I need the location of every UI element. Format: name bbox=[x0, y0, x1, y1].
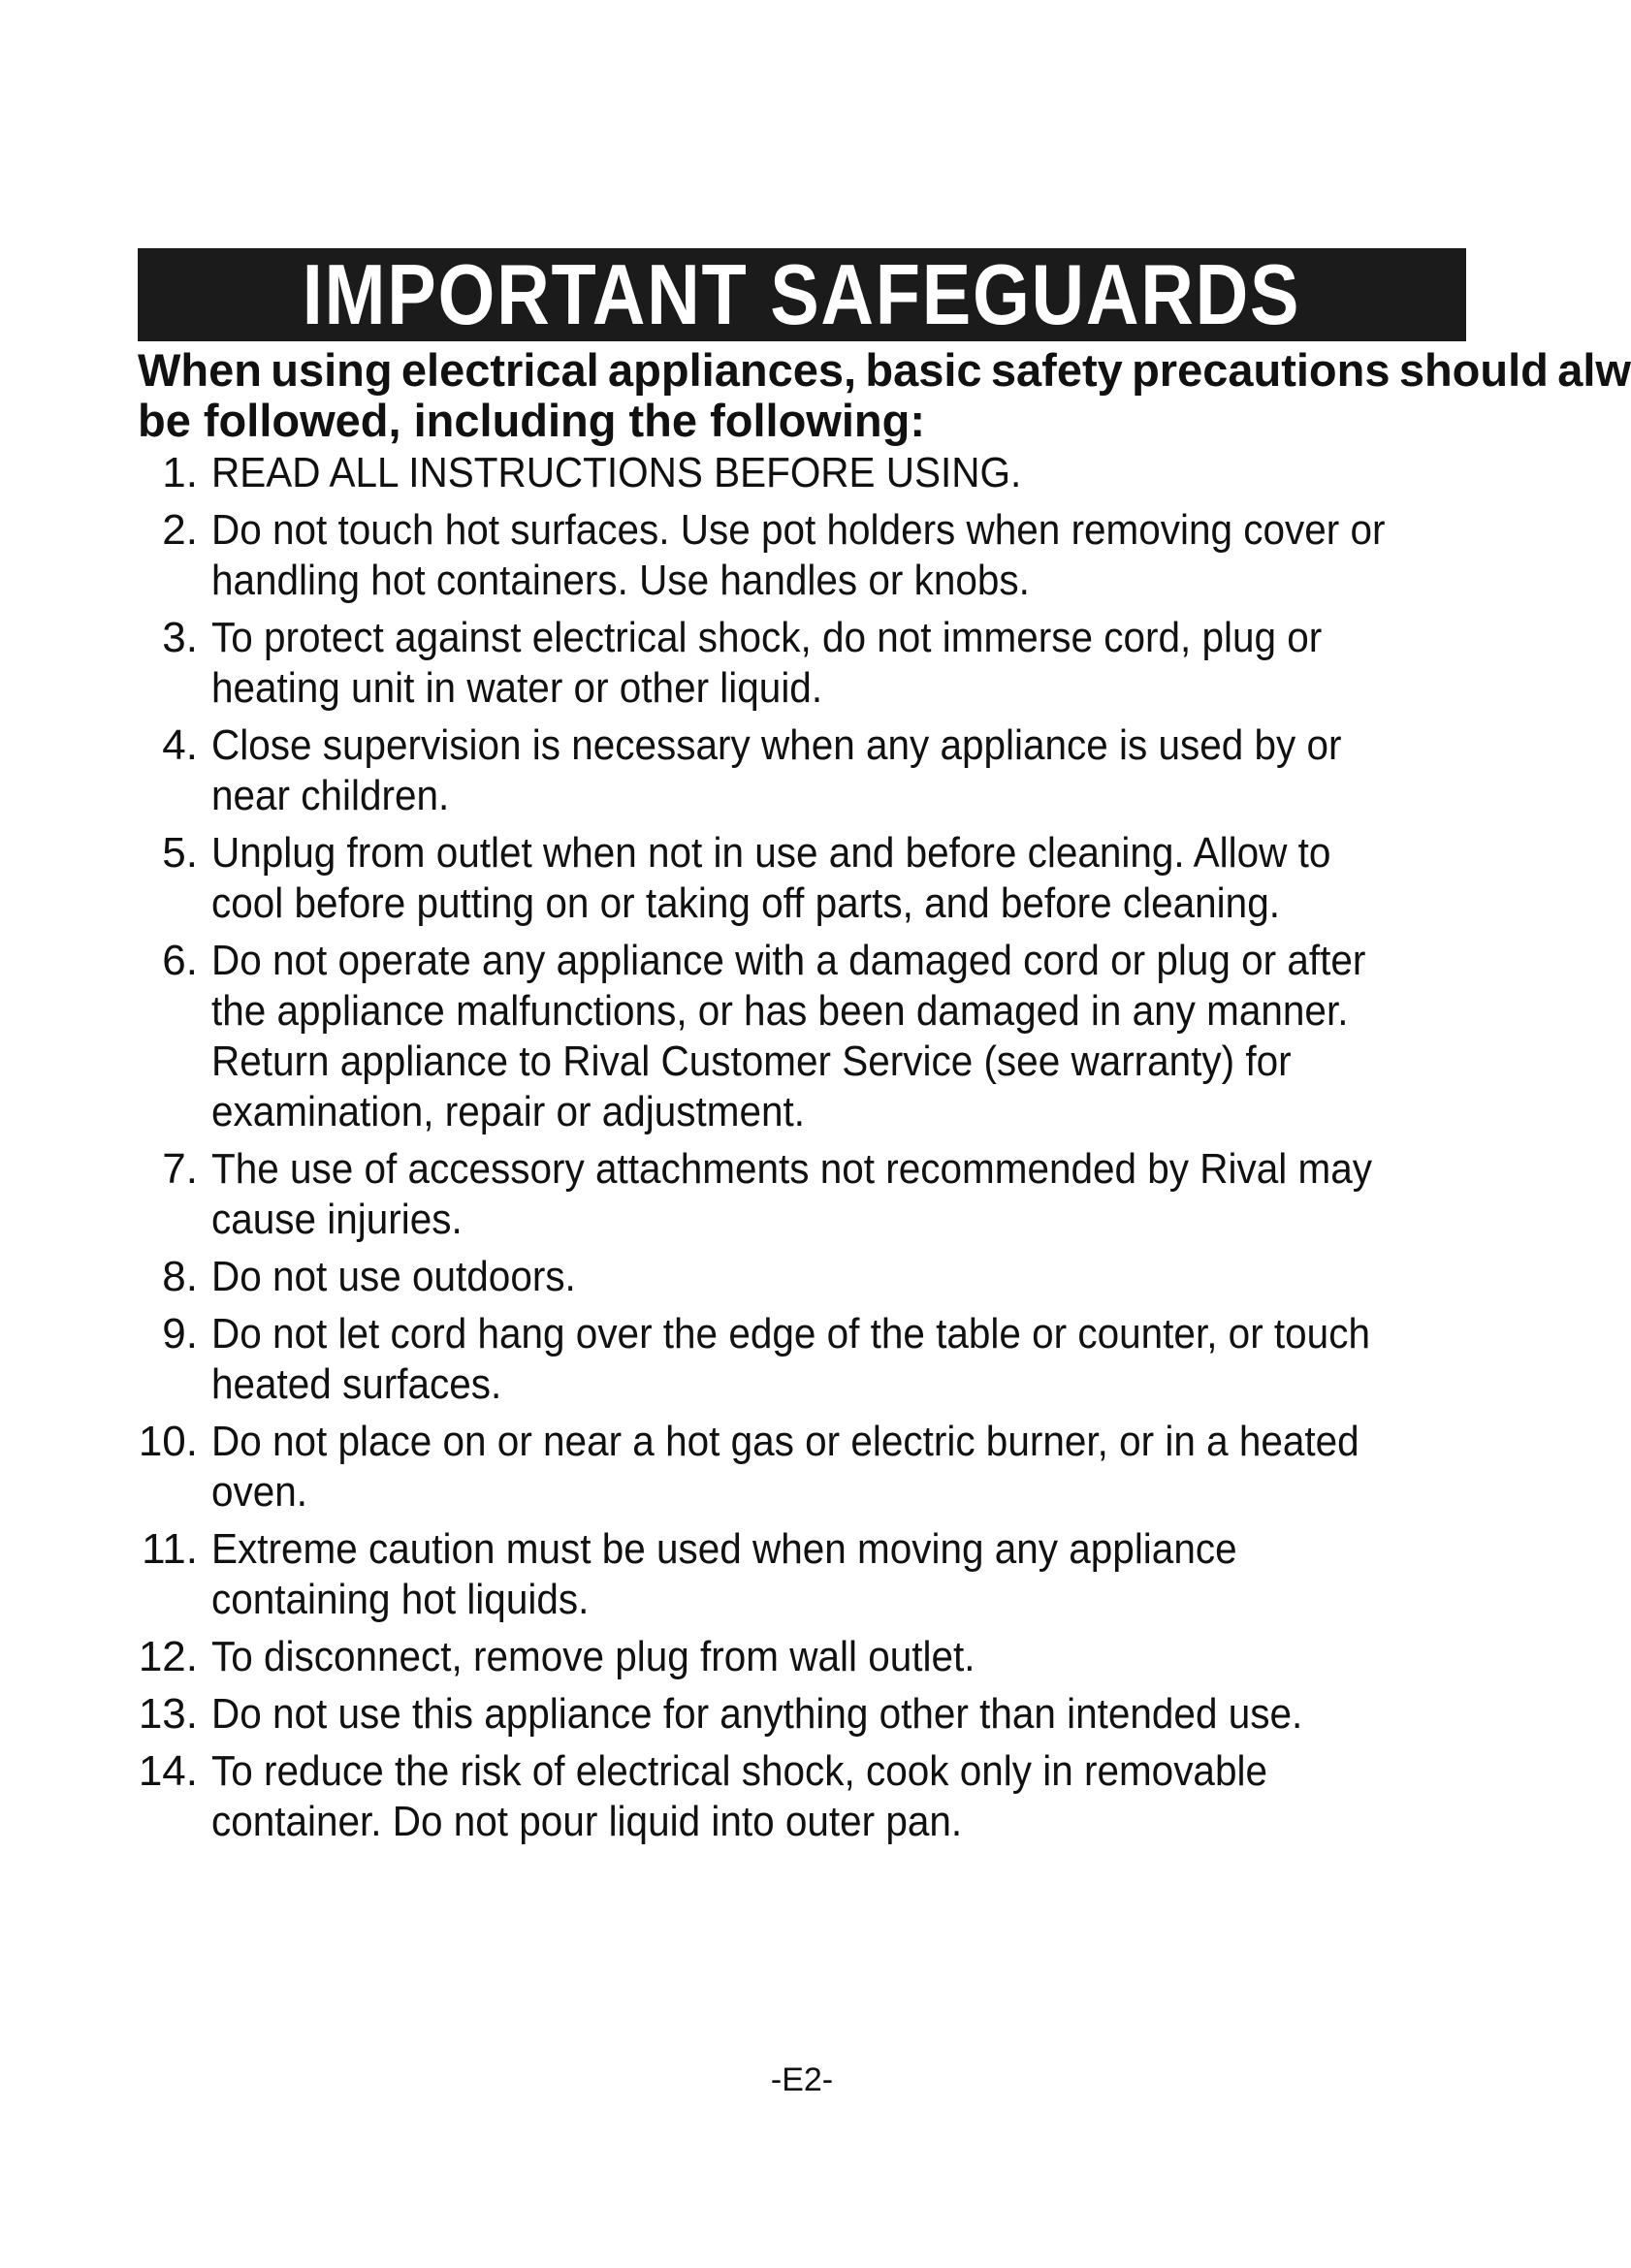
item-number: 8. bbox=[162, 1253, 198, 1300]
list-item bbox=[138, 936, 1495, 1137]
item-text: To disconnect, remove plug from wall outlet. bbox=[211, 1633, 975, 1680]
intro-word: When bbox=[138, 344, 262, 396]
list-item bbox=[138, 1632, 1495, 1682]
item-text: To reduce the risk of electrical shock, cook only in removable container. Do not pour liquid into outer pan. bbox=[211, 1747, 1267, 1845]
item-number: 3. bbox=[162, 614, 198, 661]
list-item bbox=[138, 1417, 1495, 1517]
intro-word: should bbox=[1398, 344, 1549, 396]
item-text: Unplug from outlet when not in use and before cleaning. Allow to cool before putting on or taking off parts, and before cleaning. bbox=[211, 829, 1331, 927]
title-banner bbox=[138, 248, 1466, 341]
intro-line-2: be followed, including the following: bbox=[138, 395, 925, 446]
list-item bbox=[138, 1252, 1495, 1302]
item-number: 9. bbox=[162, 1310, 198, 1358]
list-item bbox=[138, 1746, 1495, 1847]
item-text: Do not touch hot surfaces. Use pot holders when removing cover or handling hot containers. Use handles or knobs. bbox=[211, 506, 1386, 604]
item-text: Do not operate any appliance with a damaged cord or plug or after the appliance malfunctions, or has been damaged in any manner. Return appliance to Rival Customer Service (see warranty) for examination, repair or adjustment. bbox=[211, 937, 1366, 1135]
intro-word: basic bbox=[865, 344, 982, 396]
item-number: 6. bbox=[162, 937, 198, 984]
item-text: Extreme caution must be used when moving any appliance containing hot liquids. bbox=[211, 1525, 1237, 1623]
intro-paragraph bbox=[138, 344, 1631, 446]
intro-line-1 bbox=[138, 345, 1631, 396]
intro-word: alw bbox=[1557, 344, 1631, 396]
item-number: 13. bbox=[138, 1690, 198, 1738]
item-text: Close supervision is necessary when any appliance is used by or near children. bbox=[211, 721, 1342, 819]
intro-word: precautions bbox=[1132, 344, 1391, 396]
item-number: 1. bbox=[162, 449, 198, 496]
item-text: Do not let cord hang over the edge of the table or counter, or touch heated surfaces. bbox=[211, 1310, 1370, 1408]
item-text: The use of accessory attachments not recommended by Rival may cause injuries. bbox=[211, 1145, 1372, 1243]
intro-word: using bbox=[271, 344, 393, 396]
item-number: 4. bbox=[162, 721, 198, 769]
list-item bbox=[138, 1144, 1495, 1245]
item-text: READ ALL INSTRUCTIONS BEFORE USING. bbox=[211, 449, 1022, 496]
item-text: Do not use this appliance for anything other than intended use. bbox=[211, 1690, 1303, 1738]
list-item bbox=[138, 505, 1495, 606]
intro-word: electrical bbox=[400, 344, 599, 396]
intro-word: appliances, bbox=[608, 344, 857, 396]
item-number: 14. bbox=[138, 1747, 198, 1795]
item-number: 10. bbox=[138, 1418, 198, 1465]
list-item bbox=[138, 720, 1495, 821]
list-item bbox=[138, 448, 1495, 498]
list-item bbox=[138, 1309, 1495, 1410]
item-number: 11. bbox=[142, 1525, 198, 1573]
list-item bbox=[138, 613, 1495, 714]
item-text: Do not place on or near a hot gas or electric burner, or in a heated oven. bbox=[211, 1418, 1359, 1516]
item-text: Do not use outdoors. bbox=[211, 1253, 576, 1300]
list-item bbox=[138, 828, 1495, 929]
intro-word: safety bbox=[990, 344, 1123, 396]
item-number: 2. bbox=[162, 506, 198, 554]
item-number: 7. bbox=[162, 1145, 198, 1193]
page-title: IMPORTANT SAFEGUARDS bbox=[303, 246, 1301, 342]
list-item bbox=[138, 1524, 1495, 1625]
item-number: 12. bbox=[138, 1633, 198, 1680]
item-text: To protect against electrical shock, do not immerse cord, plug or heating unit in water or other liquid. bbox=[211, 614, 1323, 712]
page-number: -E2- bbox=[770, 2061, 834, 2098]
list-item bbox=[138, 1689, 1495, 1740]
item-number: 5. bbox=[162, 829, 198, 877]
safeguards-list bbox=[138, 448, 1495, 1854]
